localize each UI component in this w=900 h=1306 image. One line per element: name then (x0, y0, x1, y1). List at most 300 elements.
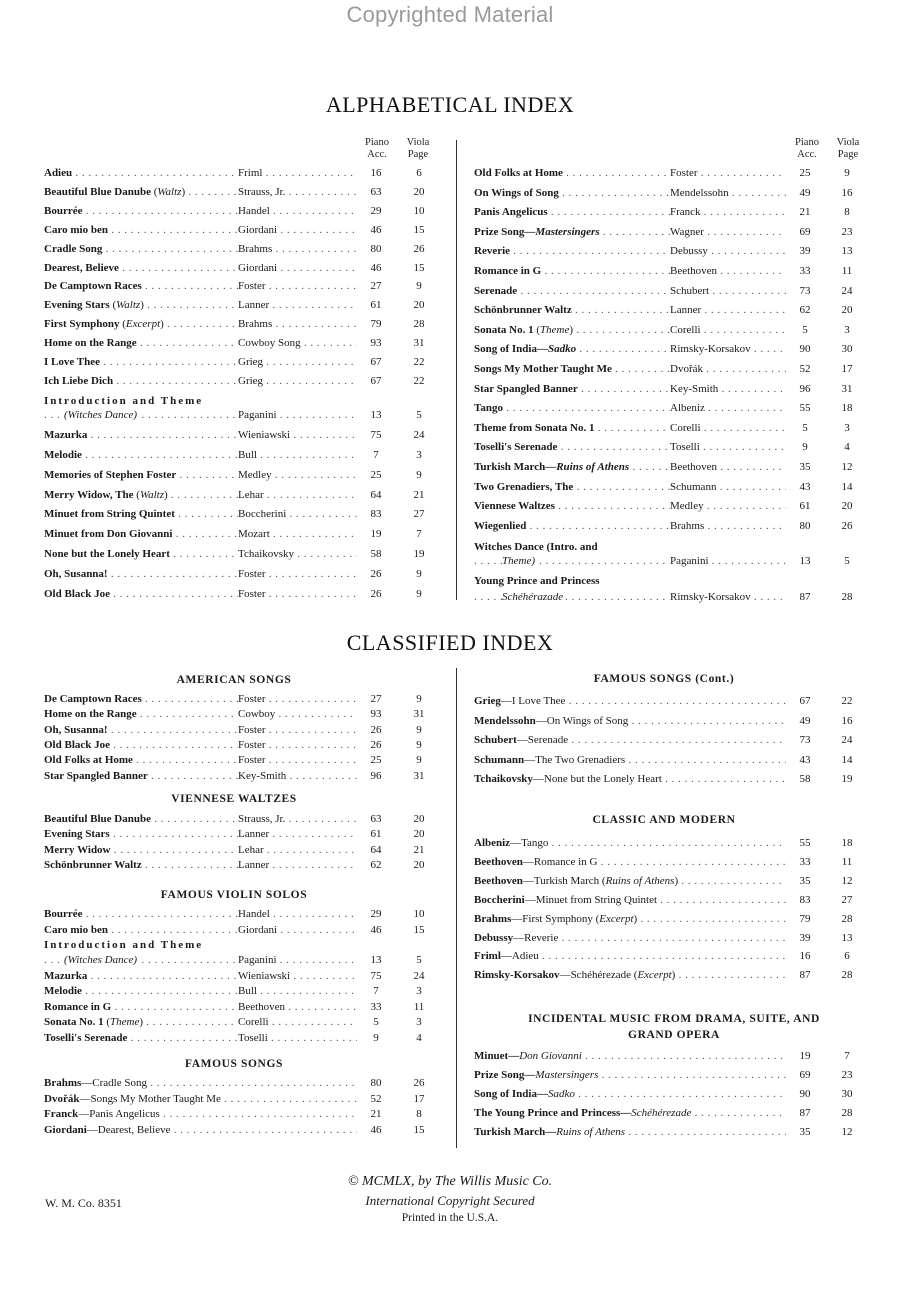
entry-piano-page: 64 (361, 487, 391, 503)
entry-composer: Toselli . . . (670, 439, 786, 455)
entry-piano-page: 83 (361, 506, 391, 522)
entry-piano-page: 73 (790, 283, 820, 299)
entry-piano-page: 9 (361, 1030, 391, 1046)
entry-title: Boccherini—Minuet from String Quintet . . . (474, 892, 786, 908)
entry-composer: Cowboy Song . . . (238, 335, 357, 351)
entry-viola-page: 4 (832, 439, 862, 455)
entry-viola-page: 11 (832, 263, 862, 279)
entry-piano-page: 52 (361, 1091, 391, 1107)
entry-piano-page: 33 (790, 263, 820, 279)
alpha-entry-witches (474, 553, 874, 569)
entry-piano-page: 46 (361, 922, 391, 938)
entry-viola-page: 10 (404, 203, 434, 219)
classified-entry (474, 1048, 874, 1064)
entry-title: Oh, Susanna! . . . (44, 566, 238, 582)
entry-composer: Wieniawski . . . (238, 427, 357, 443)
alpha-entry (44, 447, 444, 463)
entry-title: None but the Lonely Heart . . . (44, 546, 238, 562)
entry-piano-page: 62 (361, 857, 391, 873)
entry-piano-page: 26 (361, 566, 391, 582)
entry-title: Friml—Adieu . . . (474, 948, 786, 964)
entry-piano-page: 29 (361, 203, 391, 219)
entry-title: Songs My Mother Taught Me . . . (474, 361, 670, 377)
classified-entry (44, 1091, 444, 1107)
entry-composer: Strauss, Jr. . . . (238, 811, 357, 827)
entry-piano-page: 58 (361, 546, 391, 562)
entry-viola-page: 3 (404, 447, 434, 463)
entry-piano-page: 87 (790, 589, 820, 605)
entry-piano-page: 35 (790, 459, 820, 475)
alpha-entry (44, 526, 444, 542)
entry-composer: Bull . . . (238, 983, 357, 999)
entry-piano-page: 33 (790, 854, 820, 870)
viola-page-header-right: Viola Page (836, 137, 860, 160)
entry-viola-page: 28 (832, 911, 862, 927)
entry-viola-page: 3 (404, 983, 434, 999)
alpha-entry (474, 243, 874, 259)
entry-viola-page: 6 (832, 948, 862, 964)
alpha-entry (474, 381, 874, 397)
entry-piano-page: 80 (790, 518, 820, 534)
entry-composer: Debussy . . . (670, 243, 786, 259)
entry-composer: Handel . . . (238, 906, 357, 922)
entry-viola-page: 8 (832, 204, 862, 220)
entry-piano-page: 55 (790, 400, 820, 416)
entry-viola-page: 9 (404, 278, 434, 294)
entry-title: Old Black Joe . . . (44, 586, 238, 602)
entry-piano-page: 13 (790, 553, 820, 569)
entry-composer: Foster . . . (670, 165, 786, 181)
entry-viola-page: 7 (404, 526, 434, 542)
alpha-entry (474, 439, 874, 455)
entry-title: Rimsky-Korsakov—Schéhérezade (Excerpt) . . . (474, 967, 786, 983)
entry-piano-page: 25 (361, 752, 391, 768)
classified-entry (474, 713, 874, 729)
alpha-entry-intro (44, 407, 444, 423)
alpha-entry (474, 361, 874, 377)
classic-modern-heading: CLASSIC AND MODERN (592, 814, 736, 826)
entry-title: Bourrée . . . (44, 906, 238, 922)
entry-title: Prize Song—Mastersingers . . . (474, 1067, 786, 1083)
entry-piano-page: 16 (790, 948, 820, 964)
entry-title: Star Spangled Banner . . . (44, 768, 238, 784)
entry-composer: Giordani . . . (238, 260, 357, 276)
alpha-entry (474, 400, 874, 416)
entry-title (44, 952, 238, 968)
entry-composer: Toselli . . . (238, 1030, 357, 1046)
entry-composer: Giordani . . . (238, 922, 357, 938)
entry-composer: Medley . . . (238, 467, 357, 483)
entry-piano-page: 64 (361, 842, 391, 858)
alpha-entry (44, 487, 444, 503)
classified-entry (474, 1067, 874, 1083)
alpha-entry (44, 165, 444, 181)
entry-composer: Medley . . . (670, 498, 786, 514)
entry-viola-page: 16 (832, 185, 862, 201)
entry-piano-page: 67 (361, 354, 391, 370)
piano-acc-header-right: Piano Acc. (795, 137, 819, 160)
alpha-entry (474, 420, 874, 436)
entry-viola-page: 9 (404, 566, 434, 582)
alpha-entry (474, 185, 874, 201)
entry-viola-page: 9 (404, 722, 434, 738)
entry-piano-page: 79 (790, 911, 820, 927)
entry-composer: Grieg . . . (238, 373, 357, 389)
entry-viola-page: 22 (404, 373, 434, 389)
entry-viola-page: 13 (832, 243, 862, 259)
entry-viola-page: 20 (404, 811, 434, 827)
entry-piano-page: 61 (361, 297, 391, 313)
entry-title (474, 589, 670, 605)
entry-piano-page: 5 (790, 420, 820, 436)
entry-title: I Love Thee . . . (44, 354, 238, 370)
entry-piano-page: 93 (361, 706, 391, 722)
entry-piano-page: 83 (790, 892, 820, 908)
entry-title: Debussy—Reverie . . . (474, 930, 786, 946)
classified-entry (474, 967, 874, 983)
entry-piano-page: 13 (361, 407, 391, 423)
entry-title: Prize Song—Mastersingers . . . (474, 224, 670, 240)
entry-viola-page: 31 (404, 768, 434, 784)
entry-title: Reverie . . . (474, 243, 670, 259)
entry-viola-page: 24 (404, 968, 434, 984)
entry-title (44, 407, 238, 423)
famous-songs-cont-heading: FAMOUS SONGS (Cont.) (593, 673, 735, 685)
entry-piano-page: 61 (361, 826, 391, 842)
entry-piano-page: 25 (790, 165, 820, 181)
entry-title: Beautiful Blue Danube (Waltz) . . . (44, 184, 238, 200)
entry-title: Panis Angelicus . . . (474, 204, 670, 220)
classified-entry (44, 1122, 444, 1138)
entry-viola-page: 30 (832, 341, 862, 357)
entry-viola-page: 15 (404, 222, 434, 238)
entry-viola-page: 31 (832, 381, 862, 397)
violin-intro-heading: Introduction and Theme (44, 939, 204, 951)
entry-piano-page: 49 (790, 713, 820, 729)
incidental-heading-line2: GRAND OPERA (628, 1029, 720, 1041)
entry-title: Romance in G . . . (474, 263, 670, 279)
entry-title: Turkish March—Ruins of Athens . . . (474, 459, 670, 475)
entry-title: Toselli's Serenade . . . (474, 439, 670, 455)
entry-composer: Mendelssohn . . . (670, 185, 786, 201)
entry-viola-page: 23 (832, 224, 862, 240)
alpha-entry (44, 373, 444, 389)
entry-viola-page: 20 (404, 184, 434, 200)
entry-viola-page: 9 (404, 752, 434, 768)
entry-piano-page: 21 (790, 204, 820, 220)
entry-title: Star Spangled Banner . . . (474, 381, 670, 397)
entry-title: Viennese Waltzes . . . (474, 498, 670, 514)
entry-piano-page: 21 (361, 1106, 391, 1122)
entry-piano-page: 27 (361, 278, 391, 294)
entry-title: Old Folks at Home . . . (44, 752, 238, 768)
entry-title: Cradle Song . . . (44, 241, 238, 257)
classified-divider (456, 668, 457, 1148)
entry-title: Merry Widow . . . (44, 842, 238, 858)
entry-viola-page: 20 (832, 302, 862, 318)
entry-viola-page: 3 (832, 420, 862, 436)
entry-title: Bourrée . . . (44, 203, 238, 219)
entry-title: Sonata No. 1 (Theme) . . . (474, 322, 670, 338)
entry-title: Minuet—Don Giovanni . . . (474, 1048, 786, 1064)
alpha-entry (44, 203, 444, 219)
entry-viola-page: 12 (832, 1124, 862, 1140)
entry-title: Home on the Range . . . (44, 335, 238, 351)
entry-title: On Wings of Song . . . (474, 185, 670, 201)
entry-piano-page: 87 (790, 1105, 820, 1121)
entry-composer: Foster . . . (238, 566, 357, 582)
entry-title: Minuet from String Quintet . . . (44, 506, 238, 522)
entry-viola-page: 31 (404, 706, 434, 722)
classified-entry (474, 732, 874, 748)
entry-composer: Beethoven . . . (670, 459, 786, 475)
entry-viola-page: 5 (832, 553, 862, 569)
entry-title: Merry Widow, The (Waltz) . . . (44, 487, 238, 503)
entry-piano-page: 13 (361, 952, 391, 968)
entry-piano-page: 75 (361, 968, 391, 984)
classified-entry (44, 1106, 444, 1122)
entry-viola-page: 19 (404, 546, 434, 562)
classified-entry (44, 811, 444, 827)
entry-piano-page: 46 (361, 1122, 391, 1138)
entry-title: Albeniz—Tango . . . (474, 835, 786, 851)
entry-composer: Lehar . . . (238, 842, 357, 858)
classified-entry (474, 892, 874, 908)
entry-viola-page: 26 (404, 1075, 434, 1091)
entry-piano-page: 96 (361, 768, 391, 784)
entry-viola-page: 11 (404, 999, 434, 1015)
entry-viola-page: 24 (832, 283, 862, 299)
classified-entry (44, 1030, 444, 1046)
entry-viola-page: 15 (404, 260, 434, 276)
entry-viola-page: 7 (832, 1048, 862, 1064)
entry-viola-page: 28 (404, 316, 434, 332)
entry-title: De Camptown Races . . . (44, 278, 238, 294)
entry-viola-page: 27 (404, 506, 434, 522)
entry-piano-page: 9 (790, 439, 820, 455)
entry-composer: Bull . . . (238, 447, 357, 463)
entry-title: First Symphony (Excerpt) . . . (44, 316, 238, 332)
entry-viola-page: 28 (832, 1105, 862, 1121)
entry-piano-page: 58 (790, 771, 820, 787)
entry-composer: Foster . . . (238, 722, 357, 738)
classified-entry (474, 752, 874, 768)
alpha-entry (474, 224, 874, 240)
entry-piano-page: 16 (361, 165, 391, 181)
entry-composer: Handel . . . (238, 203, 357, 219)
entry-title: Schumann—The Two Grenadiers . . . (474, 752, 786, 768)
entry-piano-page: 5 (361, 1014, 391, 1030)
entry-title: Toselli's Serenade . . . (44, 1030, 238, 1046)
entry-viola-page: 3 (832, 322, 862, 338)
entry-title: Memories of Stephen Foster . . . (44, 467, 238, 483)
entry-title: Romance in G . . . (44, 999, 238, 1015)
entry-piano-page: 52 (790, 361, 820, 377)
classified-entry (44, 922, 444, 938)
entry-piano-page: 26 (361, 722, 391, 738)
entry-composer: Lanner . . . (670, 302, 786, 318)
entry-title: Minuet from Don Giovanni . . . (44, 526, 238, 542)
entry-viola-page: 10 (404, 906, 434, 922)
alpha-entry (474, 459, 874, 475)
classified-entry (44, 752, 444, 768)
entry-viola-page: 20 (832, 498, 862, 514)
entry-composer: Beethoven . . . (238, 999, 357, 1015)
entry-composer: Albeniz . . . (670, 400, 786, 416)
entry-composer: Foster . . . (238, 691, 357, 707)
alpha-entry (44, 354, 444, 370)
classified-entry (44, 768, 444, 784)
entry-composer: Foster . . . (238, 586, 357, 602)
entry-title: Caro mio ben . . . (44, 922, 238, 938)
entry-viola-page: 21 (404, 842, 434, 858)
entry-viola-page: 24 (832, 732, 862, 748)
entry-title: Tango . . . (474, 400, 670, 416)
alpha-entry (44, 566, 444, 582)
entry-title: Mazurka . . . (44, 427, 238, 443)
printed-in-usa: Printed in the U.S.A. (401, 1212, 499, 1224)
entry-title: Serenade . . . (474, 283, 670, 299)
classified-entry (474, 835, 874, 851)
entry-composer: Lanner . . . (238, 826, 357, 842)
entry-piano-page: 63 (361, 811, 391, 827)
alpha-entry (44, 427, 444, 443)
entry-title: Melodie . . . (44, 983, 238, 999)
entry-viola-page: 18 (832, 835, 862, 851)
entry-title: Brahms—Cradle Song . . . (44, 1075, 357, 1091)
entry-composer: Corelli . . . (670, 322, 786, 338)
entry-composer: Dvořák . . . (670, 361, 786, 377)
entry-piano-page: 19 (361, 526, 391, 542)
entry-title: Evening Stars (Waltz) . . . (44, 297, 238, 313)
incidental-heading-line1: INCIDENTAL MUSIC FROM DRAMA, SUITE, AND (528, 1013, 820, 1025)
entry-viola-page: 20 (404, 297, 434, 313)
entry-composer: Wieniawski . . . (238, 968, 357, 984)
classified-entry-intro (44, 952, 444, 968)
entry-piano-page: 80 (361, 241, 391, 257)
entry-title: Song of India—Sadko . . . (474, 341, 670, 357)
entry-viola-page: 16 (832, 713, 862, 729)
entry-piano-page: 93 (361, 335, 391, 351)
alpha-entry (44, 316, 444, 332)
entry-piano-page: 55 (790, 835, 820, 851)
classified-entry (44, 691, 444, 707)
entry-title: Adieu . . . (44, 165, 238, 181)
entry-composer: Lanner . . . (238, 297, 357, 313)
entry-composer: Paganini . . . (238, 952, 357, 968)
american-songs-heading: AMERICAN SONGS (176, 674, 292, 686)
alpha-entry (44, 335, 444, 351)
entry-piano-page: 39 (790, 243, 820, 259)
entry-viola-page: 9 (832, 165, 862, 181)
entry-composer: Tchaikovsky . . . (238, 546, 357, 562)
watermark: Copyrighted Material (346, 2, 554, 27)
entry-piano-page: 67 (790, 693, 820, 709)
alpha-entry (44, 586, 444, 602)
famous-violin-solos-heading: FAMOUS VIOLIN SOLOS (160, 889, 308, 901)
entry-composer: Giordani . . . (238, 222, 357, 238)
entry-title: Dvořák—Songs My Mother Taught Me . . . (44, 1091, 357, 1107)
entry-viola-page: 9 (404, 737, 434, 753)
entry-piano-page: 43 (790, 479, 820, 495)
entry-title: Old Folks at Home . . . (474, 165, 670, 181)
entry-viola-page: 30 (832, 1086, 862, 1102)
entry-viola-page: 27 (832, 892, 862, 908)
entry-title: Home on the Range . . . (44, 706, 238, 722)
entry-piano-page: 90 (790, 1086, 820, 1102)
alpha-entry (474, 518, 874, 534)
entry-composer: Paganini . . . (238, 407, 357, 423)
entry-viola-page: 19 (832, 771, 862, 787)
classified-entry (474, 1105, 874, 1121)
entry-piano-page: 46 (361, 222, 391, 238)
entry-title: Schönbrunner Waltz . . . (44, 857, 238, 873)
entry-viola-page: 15 (404, 1122, 434, 1138)
international-copyright: International Copyright Secured (365, 1193, 535, 1208)
entry-title: Caro mio ben . . . (44, 222, 238, 238)
classified-entry (474, 1124, 874, 1140)
entry-piano-page: 46 (361, 260, 391, 276)
entry-piano-page: 5 (790, 322, 820, 338)
entry-piano-page: 29 (361, 906, 391, 922)
classified-entry (44, 906, 444, 922)
entry-viola-page: 9 (404, 691, 434, 707)
entry-title: Turkish March—Ruins of Athens . . . (474, 1124, 786, 1140)
entry-composer: Boccherini . . . (238, 506, 357, 522)
entry-composer: Corelli . . . (238, 1014, 357, 1030)
alpha-entry (474, 165, 874, 181)
alpha-intro-heading: Introduction and Theme (44, 394, 204, 407)
entry-title: Melodie . . . (44, 447, 238, 463)
entry-piano-page: 75 (361, 427, 391, 443)
entry-composer: Mozart . . . (238, 526, 357, 542)
entry-title: Beethoven—Romance in G . . . (474, 854, 786, 870)
entry-composer: Schubert . . . (670, 283, 786, 299)
entry-piano-page: 73 (790, 732, 820, 748)
entry-composer: Rimsky-Korsakov . . . (670, 341, 786, 357)
entry-viola-page: 23 (832, 1067, 862, 1083)
entry-title: Two Grenadiers, The . . . (474, 479, 670, 495)
entry-piano-page: 90 (790, 341, 820, 357)
entry-viola-page: 28 (832, 589, 862, 605)
classified-entry (474, 873, 874, 889)
alpha-entry (474, 322, 874, 338)
alpha-entry (44, 222, 444, 238)
entry-composer: Wagner . . . (670, 224, 786, 240)
entry-composer: Brahms . . . (238, 316, 357, 332)
entry-title: Wiegenlied . . . (474, 518, 670, 534)
entry-composer: Key-Smith . . . (670, 381, 786, 397)
entry-composer: Foster . . . (238, 737, 357, 753)
entry-viola-page: 14 (832, 479, 862, 495)
classified-entry (44, 999, 444, 1015)
violin-intro-sub: (Witches Dance) (64, 954, 137, 966)
entry-viola-page: 12 (832, 459, 862, 475)
entry-title: Grieg—I Love Thee . . . (474, 693, 786, 709)
classified-index-title: CLASSIFIED INDEX (346, 630, 554, 655)
entry-piano-page: 26 (361, 586, 391, 602)
alpha-entry (44, 184, 444, 200)
alpha-entry (44, 278, 444, 294)
entry-viola-page: 17 (832, 361, 862, 377)
alpha-divider (456, 140, 457, 600)
classified-entry (474, 911, 874, 927)
entry-piano-page: 87 (790, 967, 820, 983)
entry-title: Oh, Susanna! . . . (44, 722, 238, 738)
entry-title: Brahms—First Symphony (Excerpt) . . . (474, 911, 786, 927)
entry-viola-page: 31 (404, 335, 434, 351)
classified-entry (474, 854, 874, 870)
